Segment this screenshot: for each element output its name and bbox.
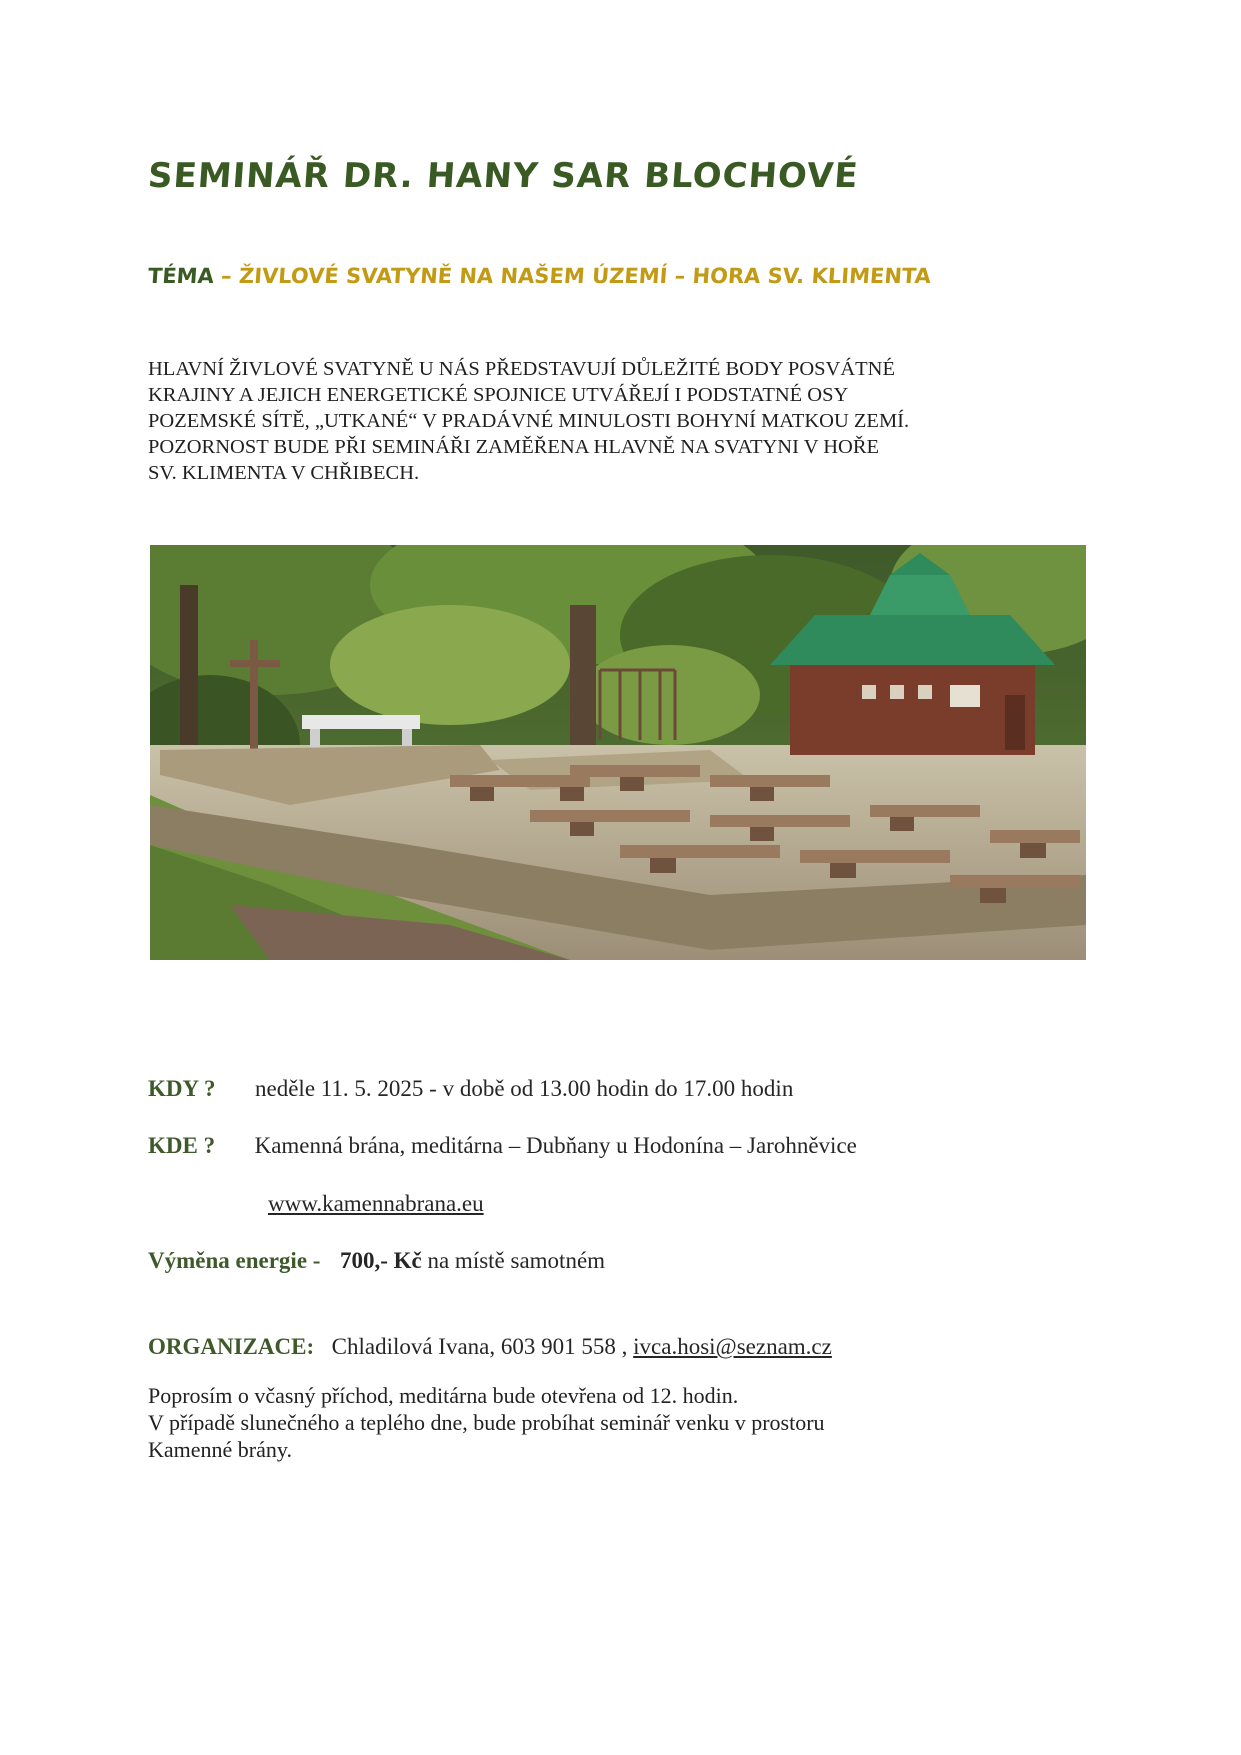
organization-contact: Chladilová Ivana, 603 901 558 , <box>331 1334 628 1359</box>
price-amount: 700,- Kč <box>339 1248 422 1273</box>
intro-line: SV. KLIMENTA V CHŘIBECH. <box>148 462 420 484</box>
price-label: Výměna energie - <box>148 1248 321 1273</box>
page-title: SEMINÁŘ DR. HANY SAR BLOCHOVÉ <box>146 156 860 196</box>
price-note: na místě samotném <box>427 1248 606 1273</box>
intro-line: KRAJINY A JEJICH ENERGETICKÉ SPOJNICE UTVÁŘEJÍ I PODSTATNÉ OSY <box>148 384 849 406</box>
theme-text: – ŽIVLOVÉ SVATYNĚ NA NAŠEM ÚZEMÍ – HORA SV. KLIMENTA <box>212 264 932 288</box>
note-line: V případě slunečného a teplého dne, bude probíhat seminář venku v prostoru <box>148 1410 825 1435</box>
organization-row <box>148 1334 832 1360</box>
website-link[interactable]: www.kamennabrana.eu <box>268 1191 484 1216</box>
note-line: Kamenné brány. <box>148 1437 292 1462</box>
where-value: Kamenná brána, meditárna – Dubňany u Hodonína – Jarohněvice <box>254 1133 857 1158</box>
organization-label: ORGANIZACE: <box>148 1334 315 1359</box>
theme-heading <box>147 264 932 288</box>
where-label: KDE ? <box>148 1133 216 1158</box>
intro-line: POZEMSKÉ SÍTĚ, „UTKANÉ“ V PRADÁVNÉ MINULOSTI BOHYNÍ MATKOU ZEMÍ. <box>148 410 910 432</box>
when-row <box>148 1076 793 1102</box>
price-row <box>148 1248 605 1274</box>
email-link[interactable]: ivca.hosi@seznam.cz <box>633 1334 832 1359</box>
sanctuary-photo <box>150 545 1086 960</box>
where-row <box>148 1133 857 1159</box>
intro-paragraph <box>148 356 1098 486</box>
intro-line: POZORNOST BUDE PŘI SEMINÁŘI ZAMĚŘENA HLAVNĚ NA SVATYNI V HOŘE <box>148 436 880 458</box>
note-line: Poprosím o včasný příchod, meditárna bude otevřena od 12. hodin. <box>148 1383 739 1408</box>
intro-line: HLAVNÍ ŽIVLOVÉ SVATYNĚ U NÁS PŘEDSTAVUJÍ DŮLEŽITÉ BODY POSVÁTNÉ <box>148 358 895 380</box>
when-value: neděle 11. 5. 2025 - v době od 13.00 hodin do 17.00 hodin <box>255 1076 794 1101</box>
theme-label: TÉMA <box>147 264 215 288</box>
notes-paragraph <box>148 1382 825 1463</box>
when-label: KDY ? <box>148 1076 216 1101</box>
